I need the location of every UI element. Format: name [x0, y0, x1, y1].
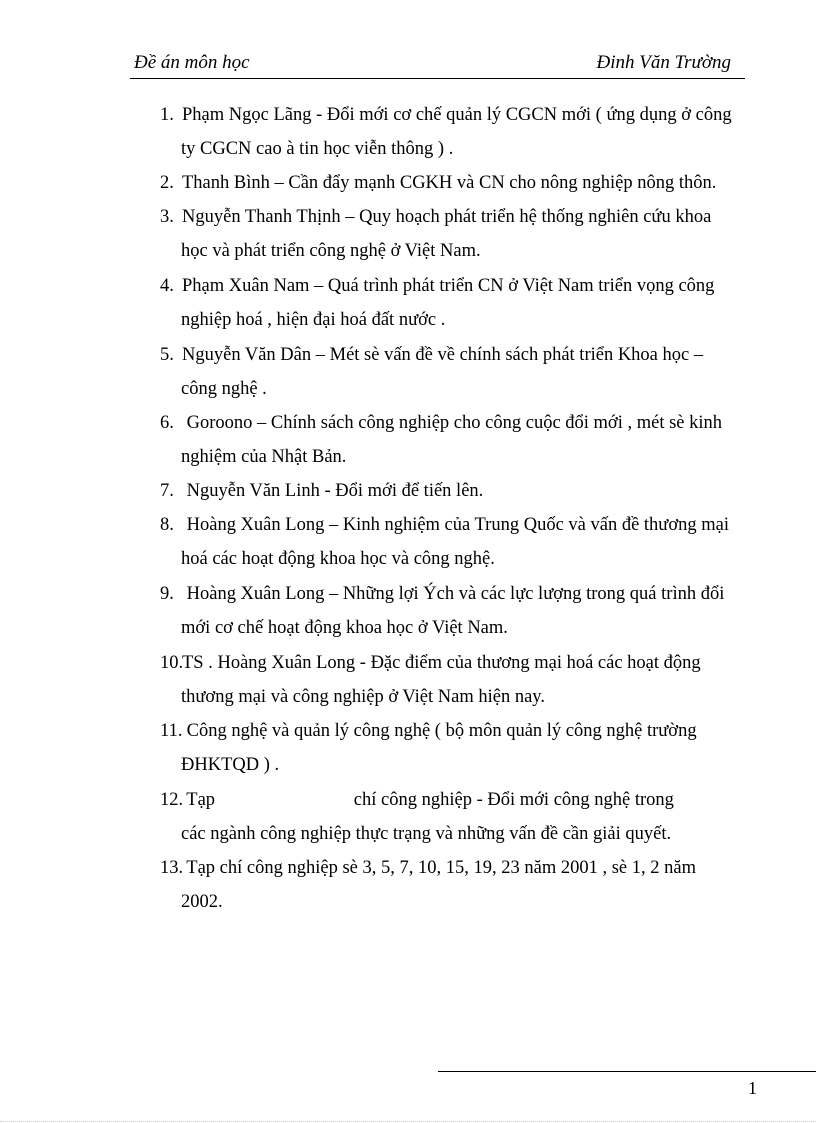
- reference-item-4: [160, 269, 740, 337]
- reference-number: 8.: [160, 515, 174, 535]
- reference-item-5: [160, 338, 740, 406]
- reference-text-continued: ĐHKTQD ) .: [181, 755, 280, 775]
- reference-number: 3.: [160, 207, 174, 227]
- reference-number: 1.: [160, 105, 174, 125]
- reference-item-9: [160, 577, 740, 645]
- reference-item-2: [160, 166, 740, 200]
- page-header: [130, 52, 745, 79]
- reference-number: 5.: [160, 345, 174, 365]
- reference-number: 4.: [160, 276, 174, 296]
- header-document-title: Đề án môn học: [134, 52, 250, 73]
- reference-item-8: [160, 508, 740, 576]
- reference-item-13: [160, 851, 740, 919]
- reference-text-continued: các ngành công nghiệp thực trạng và những vấn đề cần giải quyết.: [181, 824, 672, 844]
- reference-text: Phạm Xuân Nam – Quá trình phát triển CN ở Việt Nam triển vọng công: [182, 276, 715, 296]
- reference-item-3: [160, 200, 740, 268]
- reference-number: 2.: [160, 173, 174, 193]
- reference-text: Tạp chí công nghiệp sè 3, 5, 7, 10, 15, 19, 23 năm 2001 , sè 1, 2 năm: [182, 858, 696, 878]
- page-number: 1: [748, 1078, 757, 1098]
- reference-item-10: [160, 646, 740, 714]
- reference-text-continued: mới cơ chế hoạt động khoa học ở Việt Nam.: [181, 618, 508, 638]
- reference-item-1: [160, 98, 740, 166]
- reference-number: 7.: [160, 481, 174, 501]
- reference-text: Hoàng Xuân Long – Những lợi Ých và các lực lượng trong quá trình đổi: [182, 584, 725, 604]
- reference-text-continued: nghiệm của Nhật Bản.: [181, 447, 347, 467]
- reference-text-continued: 2002.: [181, 892, 223, 912]
- reference-text: Nguyễn Văn Dân – Mét sè vấn đề về chính sách phát triển Khoa học –: [182, 345, 704, 365]
- reference-text-continued: thương mại và công nghiệp ở Việt Nam hiện nay.: [181, 687, 545, 707]
- reference-text: Goroono – Chính sách công nghiệp cho công cuộc đổi mới , mét sè kinh: [182, 413, 723, 433]
- reference-text: Tạp chí công nghiệp - Đổi mới công nghệ trong: [182, 790, 674, 810]
- reference-text-continued: nghiệp hoá , hiện đại hoá đất nước .: [181, 310, 446, 330]
- reference-text: Nguyễn Văn Linh - Đổi mới để tiến lên.: [182, 481, 484, 501]
- reference-text: Hoàng Xuân Long – Kinh nghiệm của Trung Quốc và vấn đề thương mại: [182, 515, 729, 535]
- reference-item-11: [160, 714, 740, 782]
- reference-number: 11.: [160, 721, 183, 741]
- reference-number: 9.: [160, 584, 174, 604]
- reference-text: TS . Hoàng Xuân Long - Đặc điểm của thương mại hoá các hoạt động: [182, 653, 701, 673]
- reference-text: Công nghệ và quản lý công nghệ ( bộ môn quản lý công nghệ trường: [182, 721, 697, 741]
- reference-text-continued: học và phát triển công nghệ ở Việt Nam.: [181, 241, 481, 261]
- reference-text: Thanh Bình – Cần đẩy mạnh CGKH và CN cho nông nghiệp nông thôn.: [182, 173, 717, 193]
- reference-number: 10.: [160, 653, 184, 673]
- header-author: Đinh Văn Trường: [596, 52, 731, 73]
- reference-number: 12.: [160, 790, 184, 810]
- footer-divider: [438, 1071, 816, 1072]
- reference-number: 6.: [160, 413, 174, 433]
- reference-text: Phạm Ngọc Lãng - Đổi mới cơ chế quản lý CGCN mới ( ứng dụng ở công: [182, 105, 732, 125]
- page-bottom-edge: [0, 1121, 816, 1122]
- reference-text-continued: công nghệ .: [181, 379, 267, 399]
- reference-item-6: [160, 406, 740, 474]
- reference-text-continued: hoá các hoạt động khoa học và công nghệ.: [181, 549, 495, 569]
- reference-item-7: [160, 474, 740, 508]
- reference-text: Nguyễn Thanh Thịnh – Quy hoạch phát triển hệ thống nghiên cứu khoa: [182, 207, 712, 227]
- reference-text-continued: ty CGCN cao à tin học viễn thông ) .: [181, 139, 454, 159]
- reference-item-12: [160, 783, 740, 851]
- reference-number: 13.: [160, 858, 184, 878]
